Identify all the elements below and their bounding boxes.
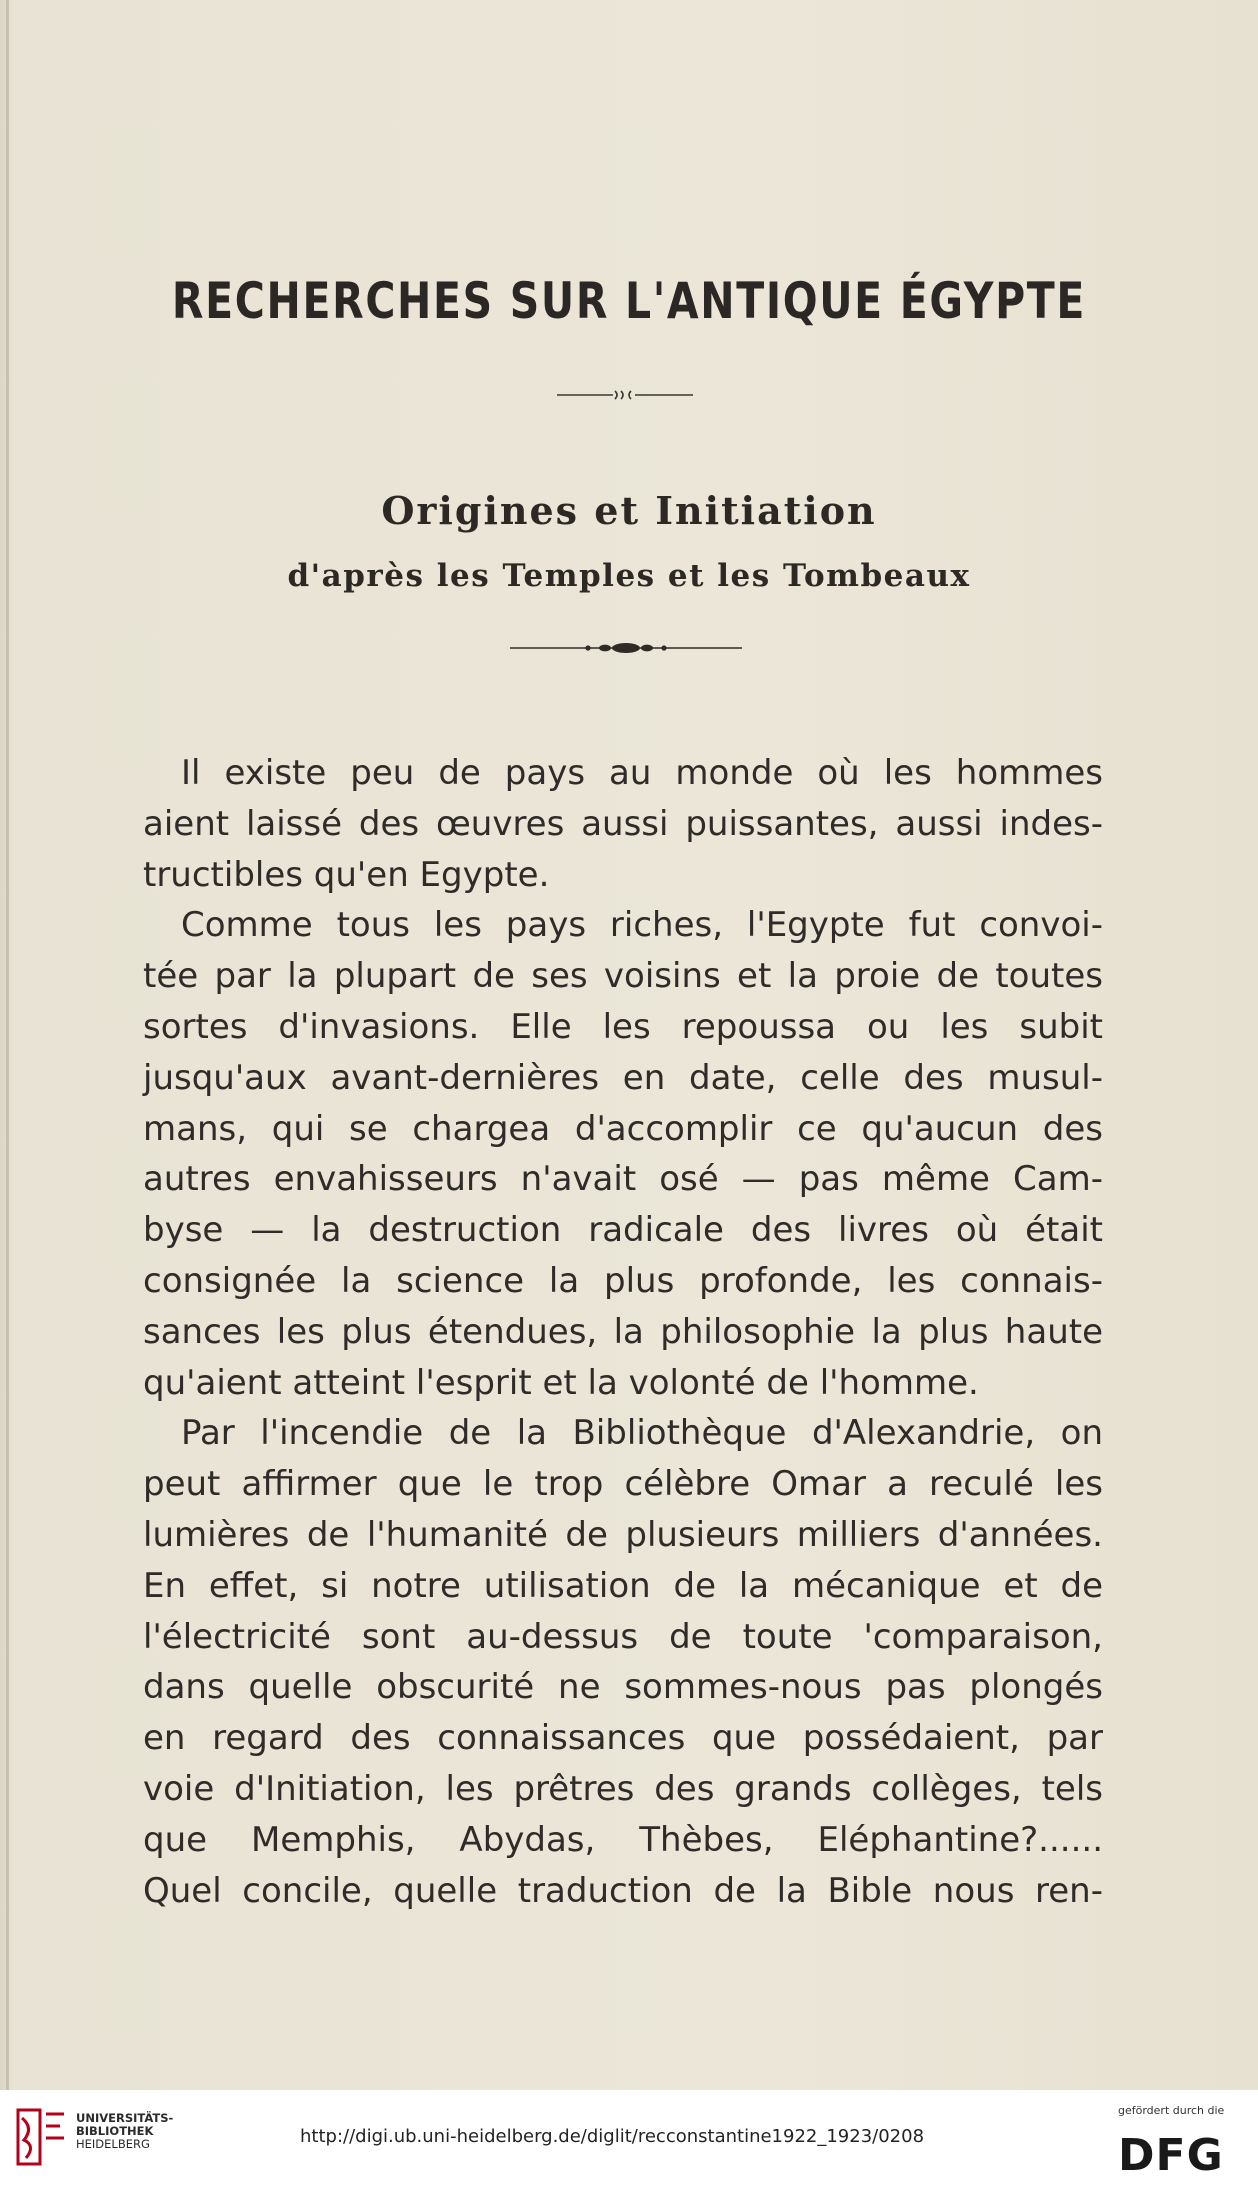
small-ornament-divider xyxy=(555,388,695,402)
text-line: lumières de l'humanité de plusieurs milliers d'années. xyxy=(143,1514,1103,1555)
section-subheading: d'après les Temples et les Tombeaux xyxy=(287,558,971,594)
ornament-divider xyxy=(508,638,744,658)
section-heading: Origines et Initiation xyxy=(381,488,877,533)
text-line: Par l'incendie de la Bibliothèque d'Alexandrie, on xyxy=(181,1413,1103,1454)
text-line: sortes d'invasions. Elle les repoussa ou les subit xyxy=(143,1006,1103,1047)
text-line: l'électricité sont au-dessus de toute 'comparaison, xyxy=(143,1616,1103,1657)
text-line: Il existe peu de pays au monde où les hommes xyxy=(181,753,1103,793)
heidelberg-library-logo-icon xyxy=(12,2106,70,2168)
text-line: Quel concile, quelle traduction de la Bible nous ren- xyxy=(143,1870,1103,1911)
text-line: jusqu'aux avant-dernières en date, celle des musul- xyxy=(143,1057,1103,1098)
body-text xyxy=(143,748,1103,1916)
text-line: dans quelle obscurité ne sommes-nous pas plongés xyxy=(143,1667,1103,1708)
text-line: autres envahisseurs n'avait osé — pas même Cam- xyxy=(143,1159,1103,1200)
library-name-line: HEIDELBERG xyxy=(76,2137,150,2151)
text-line: que Memphis, Abydas, Thèbes, Eléphantine?...... xyxy=(143,1819,1103,1860)
text-line: peut affirmer que le trop célèbre Omar a reculé les xyxy=(143,1464,1103,1505)
text-line: byse — la destruction radicale des livres où était xyxy=(143,1210,1103,1251)
funding-note: gefördert durch die xyxy=(1118,2104,1225,2117)
library-name xyxy=(76,2112,173,2151)
text-line: sances les plus étendues, la philosophie la plus haute xyxy=(143,1311,1103,1352)
library-name-line: UNIVERSITÄTS- xyxy=(76,2111,174,2125)
dfg-logo-icon xyxy=(1116,2128,1244,2176)
text-line: consignée la science la plus profonde, les connais- xyxy=(143,1260,1103,1301)
text-line: aient laissé des œuvres aussi puissantes, aussi indes- xyxy=(143,803,1103,844)
text-line: voie d'Initiation, les prêtres des grands collèges, tels xyxy=(143,1768,1103,1809)
text-line: tée par la plupart de ses voisins et la proie de toutes xyxy=(143,956,1103,997)
text-line: en regard des connaissances que possédaient, par xyxy=(143,1718,1103,1759)
text-line: En effet, si notre utilisation de la mécanique et de xyxy=(143,1565,1103,1606)
svg-text:DFG: DFG xyxy=(1118,2130,1224,2176)
text-line: tructibles qu'en Egypte. xyxy=(143,854,550,895)
chapter-title: RECHERCHES SUR L'ANTIQUE ÉGYPTE xyxy=(171,272,1087,330)
text-line: Comme tous les pays riches, l'Egypte fut convoi- xyxy=(181,905,1103,946)
text-line: qu'aient atteint l'esprit et la volonté de l'homme. xyxy=(143,1362,979,1403)
permalink-url[interactable]: http://digi.ub.uni-heidelberg.de/diglit/recconstantine1922_1923/0208 xyxy=(300,2126,925,2147)
library-name-line: BIBLIOTHEK xyxy=(76,2124,154,2138)
text-line: mans, qui se chargea d'accomplir ce qu'aucun des xyxy=(143,1108,1103,1149)
